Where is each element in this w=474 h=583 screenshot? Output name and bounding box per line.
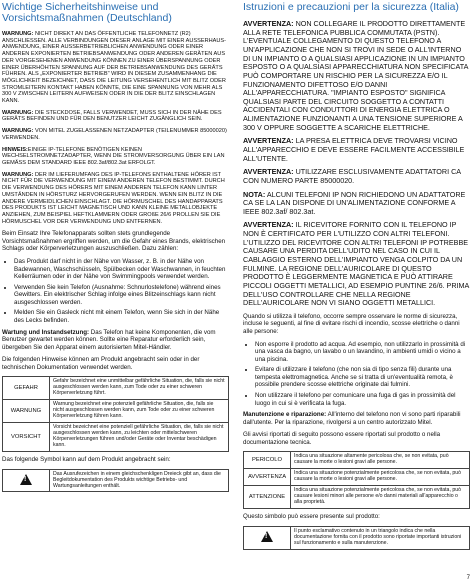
warning-triangle-icon: !: [20, 474, 32, 485]
german-note: HINWEIS:EINIGE IP-TELEFONE BENÖTIGEN KEINEN WECHSELSTROMNETZADAPTER, WENN DIE STROMVERSORGUNG ÜBER EIN LAN GEMÄSS DEM STANDARD IEEE 802.3af/802.3at ERFOLGT.: [2, 146, 225, 166]
italian-notices-intro: Gli avvisi riportati di seguito possono essere riportati sul prodotto o nella documentazione tecnica.: [243, 431, 441, 446]
list-item: • Melden Sie ein Gasleck nicht mit einem Telefon, wenn Sie sich in der Nähe des Lecks befinden.: [14, 309, 229, 324]
german-title: Wichtige Sicherheitshinweise und Vorsichtsmaßnahmen (Deutschland): [2, 1, 172, 25]
italian-note: NOTA: ALCUNI TELEFONI IP NON RICHIEDONO UN ADATTATORE CA SE LA LAN DISPONE DI UN'ALIMENTAZIONE CONFORME A IEEE 802.3af/ 802.3at.: [243, 189, 466, 216]
list-item: • Non esporre il prodotto ad acqua. Ad esempio, non utilizzarlo in prossimità di una vasca da bagno, un lavabo o un lavandino, in ambienti umidi o vicino a una piscina.: [255, 341, 470, 364]
table-row: GEFAHR Gefahr bezeichnet eine unmittelbar gefährliche Situation, die, falls sie nicht ausgeschlossen werden kann, zum Tode oder zu einer schweren Körperverletzung führt.: [3, 377, 229, 400]
german-warning-2: WARNUNG: DIE STECKDOSE, FALLS VERWENDET, MUSS SICH IN DER NÄHE DES GERÄTS BEFINDEN UND FÜR DEN BENUTZER LEICHT ZUGÄNGLICH SEIN.: [2, 109, 222, 123]
page-number: 7: [466, 575, 470, 581]
table-row: PERICOLO Indica una situazione altamente pericolosa che, se non evitata, può causare la morte o lesioni gravi alle persone.: [244, 452, 470, 469]
italian-symbol-intro: Questo simbolo può essere presente sul prodotto:: [243, 513, 380, 521]
italian-column: [243, 2, 470, 554]
german-intro-paragraph: Beim Einsatz Ihre Telefonapparats sollten stets grundlegende Vorsichtsmaßnahmen ergriffen werden, um die Gefahr eines Brands, elektrischen Schlags oder Körperverletzungen auszuschließen. Dazu zählen:: [2, 230, 226, 253]
italian-warning-3: AVVERTENZA: UTILIZZARE ESCLUSIVAMENTE ADATTATORI CA CON NUMERO PARTE 85000020.: [243, 167, 461, 185]
german-bullet-list: [2, 258, 229, 325]
italian-symbol-table: [243, 526, 470, 550]
german-warning-4: WARNUNG: DER IM LIEFERUMFANG DES IP-TELEFONS ENTHALTENE HÖRER IST NICHT FÜR DIE VERWENDUNG MIT EINEM ANDEREN TELEFON BESTIMMT. DURCH DIE VERWENDUNG DES HÖRERS MIT EINEM ANDEREN TELEFON KANN LINTER UMSTÄNDEN IN HÖRSTURZ HERVORGERUFEN WERDEN. WENN EIN BLITZ IN DIE ANDERE VERMEIDLICHEN EINSCHLAGT. DIE HÖRMUSCHEL DES HANDAPPARATS DES PRODUKTS IST LEICHT MAGNETISCH UND KANN KLEINE METALLOBJEKTE ANZIEHEN, ZUM BEISPIEL HEFTKLAMMERN ODER GROßE 26/6 PROLLEN SIE DIE HÖRMUSCHEL VOR DER VERWENDUNG UND ENTFERNEN.: [2, 171, 225, 225]
warning-triangle-icon: !: [261, 531, 273, 542]
german-notices-intro: Die folgenden Hinweise können am Produkt angebracht sein oder in der technischen Dokumentation verwendet werden.: [2, 356, 200, 371]
italian-maintenance: Manutenzione e riparazione: All'interno del telefono non vi sono parti riparabili dall'utente. Per la riparazione, rivolgersi a un centro autorizzato Mitel.: [243, 411, 461, 426]
german-warning-1: WARNUNG: NICHT DIREKT AN DAS ÖFFENTLICHE TELEFONNETZ (R2) ANSCHLIESSEN. ALLE VERBINDUNGEN DIESER ANLAGE MIT EINER AUSSERHAUS-ANWENDUNG, EINER AUSSERBETRIEBLICHEN ANWENDUNG ODER EINER ANDEREN EXPONIERTEN BETRIEBSANWENDUNG ODER ANDEREN GERÄTEN AUS DER VORGESEHENEN ANWENDUNG KÖNNEN ZU EINER ÜBERSPANNUNG ODER EINER ÜBERHÖHTEN SPANNUNG AUF DER BETRIEBSANWENDUNG DES GERÄTS FÜHREN. ALS „EXPONIERTER BETRIEB" WIRD IN DIESEM ZUSAMMENHANG DIE MÖGLICHKEIT BEZEICHNET, DASS DIE LEITUNG VERSEHENTLICH MIT BLITZ ODER STROMLEITERN KONTAKT HABEN KÖNNTE, DIE EINE SPANNUNG VON MEHR ALS 300 V ZWISCHEN LEITERN AUFWEISEN ODER IN DIE DER BLITZ EINSCHLAGEN KANN.: [2, 31, 227, 105]
table-row: ATTENZIONE Indica una situazione potenzialmente pericolosa che, se non evitata, può causare lesioni minori alle persone e/o danni materiali all'apparecchio o alla proprietà.: [244, 486, 470, 509]
italian-warning-2: AVVERTENZA: LA PRESA ELETTRICA DEVE TROVARSI VICINO ALL'APPARECCHIO E DEVE ESSERE FACILMENTE ACCESSIBILE ALL'UTENTE.: [243, 136, 465, 163]
list-item: • Verwenden Sie kein Telefon (Ausnahme: Schnurlostelefone) während eines Gewitters. Ein elektrischer Schlag infolge eines Blitzeinschlags kann nicht ausgeschlossen werden.: [14, 284, 229, 307]
german-symbol-intro: Das folgende Symbol kann auf dem Produkt angebracht sein:: [2, 456, 171, 463]
german-maintenance: Wartung und Instandsetzung: Das Telefon hat keine Komponenten, die vom Benutzer gewartet werden können. Sollte eine Reparatur erforderlich sein, übergeben Sie den Apparat einem autorisierten Mitel-Händler.: [2, 328, 216, 351]
list-item: • Non utilizzare il telefono per comunicare una fuga di gas in prossimità del luogo in cui si è verificata la fuga.: [255, 392, 470, 407]
german-column: [2, 2, 229, 496]
table-row: ! Il punto esclamativo contenuto in un triangolo indica che nella documentazione fornita con il prodotto sono riportate importanti istruzioni sul funzionamento e sulla manutenzione.: [244, 526, 470, 549]
german-warning-3: WARNUNG: VON MITEL ZUGELASSENEN NETZADAPTER (TEILENUMMER 85000020) VERWENDEN.: [2, 128, 227, 141]
table-row: ! Das Ausrufezeichen in einem gleichschenkligen Dreieck gibt an, dass die Begleitdokumentation des Produkts wichtige Betriebs- und Wartungsanleitungen enthält.: [3, 469, 229, 492]
table-row: AVVERTENZA Indica una situazione potenzialmente pericolosa che, se non evitata, può causare la morte o lesioni gravi alle persone.: [244, 469, 470, 486]
italian-title: Istruzioni e precauzioni per la sicurezza (Italia): [243, 1, 459, 13]
german-notice-table: [2, 376, 229, 452]
list-item: • Evitare di utilizzare il telefono (che non sia di tipo senza fili) durante una tempesta elettromagnetica. Anche se si tratta di un'eventualità remota, è possibile prendere scosse elettriche originate dai fulmini.: [255, 366, 470, 389]
italian-bullet-list: [243, 341, 470, 408]
german-symbol-table: [2, 469, 229, 493]
italian-intro-paragraph: Quando si utilizza il telefono, occorre sempre osservare le norme di sicurezza, incluse le seguenti, al fine di evitare rischi di incendio, scosse elettriche o danni alle persone:: [243, 312, 460, 335]
italian-warning-4: AVVERTENZA: IL RICEVITORE FORNITO CON IL TELEFONO IP NON È CERTIFICATO PER L'UTILIZZO CON ALTRI TELEFONI. L'UTILIZZO DEL RICEVITORE CON ALTRI TELEFONI IP POTREBBE CAUSARE UNA PERDITA DELL'UDITO NEL CASO IN CUI IL CABLAGGIO ESTERNO DELL'IMPIANTO VENGA COLPITO DA UN FULMINE. LA REGIONE DELL'AURICOLARE DI QUESTO PRODOTTO È LEGGERMENTE MAGNETICA E PUÒ ATTIRARE PICCOLI OGGETTI METALLICI, AD ESEMPIO PUNTINE 26/6. PRIMA DELL'USO CONTROLLARE CHE NELLA REGIONE DELL'AURICOLARE NON VI SIANO OGGETTI METALLICI.: [243, 220, 469, 308]
list-item: • Das Produkt darf nicht in der Nähe von Wasser, z. B. in der Nähe von Badewannen, Waschschüsseln, Spülbecken oder Waschwannen, in feuchten Kellerräumen oder in der Nähe von Swimmingpools verwendet werden.: [14, 258, 229, 281]
table-row: WARNUNG Warnung bezeichnet eine potenziell gefährliche Situation, die, falls sie nicht ausgeschlossen werden kann, zum Tode oder zu einer schweren Körperverletzung führen kann.: [3, 400, 229, 423]
table-row: VORSICHT Vorsicht bezeichnet eine potenziell gefährliche Situation, die, falls sie nicht ausgeschlossen werden kann, zu leichten oder mittelschweren Körperverletzungen führen und/oder Geräte oder Inventar beschädigen kann.: [3, 423, 229, 452]
italian-warning-1: AVVERTENZA: NON COLLEGARE IL PRODOTTO DIRETTAMENTE ALLA RETE TELEFONICA PUBBLICA COMMUTATA (PSTN). L'EVENTUALE COLLEGAMENTO DI QUESTO TELEFONO A UN'APPLICAZIONE CHE NON SI TROVI IN SEDE O ALL'INTERNO DI UN IMPIANTO O A QUALSIASI APPLICAZIONE IN UN IMPIANTO ESPOSTO O A QUALSIASI APPARECCHIATURA NON SPECIFICATA PUÒ COMPORTARE UN RISCHIO PER LA SICUREZZA E/O IL FUNZIONAMENTO DIFETTOSO E/O DANNI ALL'APPARECCHIATURA. "IMPIANTO ESPOSTO" SIGNIFICA QUALSIASI PARTE DEL CIRCUITO SOGGETTO A CONTATTI ACCIDENTALI CON CONDUTTORI DI ENERGIA ELETTRICA O ALIMENTAZIONE FUNZIONANTI A UNA TENSIONE SUPERIORE A 300 V OPPURE SOGGETTE A SCARICHE ELETTRICHE.: [243, 19, 468, 132]
italian-notice-table: [243, 451, 470, 509]
